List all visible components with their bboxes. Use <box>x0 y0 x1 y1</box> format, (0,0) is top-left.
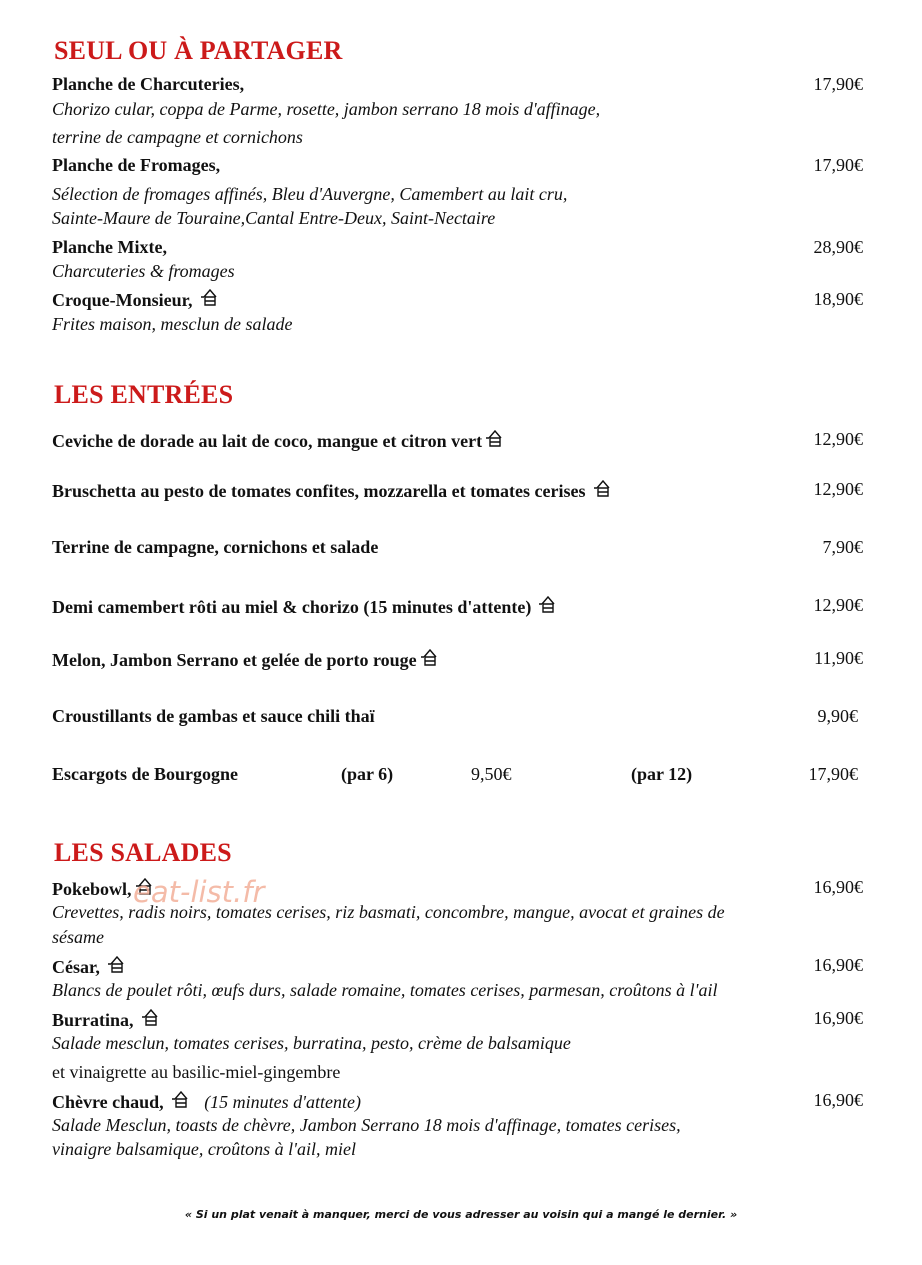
fait-maison-icon <box>484 429 506 449</box>
entree-row <box>52 429 506 452</box>
item-price-croque: 18,90€ <box>813 289 863 309</box>
item-desc-chevre-2: vinaigre balsamique, croûtons à l'ail, miel <box>52 1139 356 1159</box>
entree-price: 12,90€ <box>813 595 863 615</box>
section-title-seul: SEUL OU À PARTAGER <box>54 36 343 65</box>
item-price-fromages: 17,90€ <box>813 155 863 175</box>
watermark: eat-list.fr <box>133 875 265 909</box>
item-cesar <box>52 955 128 978</box>
escargots-price-6: 9,50€ <box>471 764 512 784</box>
item-desc-croque-1: Frites maison, mesclun de salade <box>52 314 293 334</box>
item-croque <box>52 288 221 311</box>
fait-maison-icon <box>537 595 559 615</box>
item-name-croque: Croque-Monsieur, <box>52 290 193 310</box>
entree-row <box>52 648 441 671</box>
item-burratina <box>52 1008 162 1031</box>
entree-row <box>52 595 559 618</box>
item-desc-fromages-2: Sainte-Maure de Touraine,Cantal Entre-Deux, Saint-Nectaire <box>52 208 496 228</box>
item-desc-burratina-2: et vinaigrette au basilic-miel-gingembre <box>52 1062 341 1082</box>
fait-maison-icon <box>140 1008 162 1028</box>
entree-price: 11,90€ <box>814 648 863 668</box>
entree-name: Croustillants de gambas et sauce chili thaï <box>52 706 375 726</box>
item-price-chevre: 16,90€ <box>813 1090 863 1110</box>
item-name-chevre: Chèvre chaud, <box>52 1092 164 1112</box>
item-desc-cesar-1: Blancs de poulet rôti, œufs durs, salade romaine, tomates cerises, parmesan, croûtons à l'ail <box>52 980 718 1000</box>
fait-maison-icon <box>199 288 221 308</box>
item-desc-charcuteries-1: Chorizo cular, coppa de Parme, rosette, jambon serrano 18 mois d'affinage, <box>52 99 601 119</box>
item-desc-fromages-1: Sélection de fromages affinés, Bleu d'Auvergne, Camembert au lait cru, <box>52 184 568 204</box>
entree-price: 9,90€ <box>817 706 858 726</box>
entree-row <box>52 479 614 502</box>
item-wait-chevre: (15 minutes d'attente) <box>204 1092 362 1112</box>
fait-maison-icon <box>592 479 614 499</box>
entree-price: 12,90€ <box>813 429 863 449</box>
item-name-burratina: Burratina, <box>52 1010 134 1030</box>
item-desc-chevre-1: Salade Mesclun, toasts de chèvre, Jambon Serrano 18 mois d'affinage, tomates cerises, <box>52 1115 681 1135</box>
footer-note: « Si un plat venait à manquer, merci de vous adresser au voisin qui a mangé le dernier. » <box>184 1208 738 1221</box>
item-name-mixte: Planche Mixte, <box>52 237 167 257</box>
entree-name: Demi camembert rôti au miel & chorizo (15 minutes d'attente) <box>52 597 532 617</box>
item-desc-pokebowl-2: sésame <box>52 927 104 947</box>
fait-maison-icon <box>419 648 441 668</box>
entree-price: 12,90€ <box>813 479 863 499</box>
item-desc-burratina-1: Salade mesclun, tomates cerises, burratina, pesto, crème de balsamique <box>52 1033 571 1053</box>
entree-name: Ceviche de dorade au lait de coco, mangue et citron vert <box>52 431 483 451</box>
item-name-fromages: Planche de Fromages, <box>52 155 221 175</box>
entree-name: Terrine de campagne, cornichons et salade <box>52 537 379 557</box>
escargots-qty-12: (par 12) <box>631 764 693 784</box>
item-desc-mixte-1: Charcuteries & fromages <box>52 261 235 281</box>
entree-name: Melon, Jambon Serrano et gelée de porto rouge <box>52 650 417 670</box>
escargots-name: Escargots de Bourgogne <box>52 764 238 784</box>
section-title-salades: LES SALADES <box>54 838 232 867</box>
item-price-cesar: 16,90€ <box>813 955 863 975</box>
item-name-pokebowl: Pokebowl, <box>52 879 132 899</box>
entree-name: Bruschetta au pesto de tomates confites, mozzarella et tomates cerises <box>52 481 586 501</box>
fait-maison-icon <box>106 955 128 975</box>
escargots-price-12: 17,90€ <box>808 764 858 784</box>
item-price-pokebowl: 16,90€ <box>813 877 863 897</box>
item-name-charcuteries: Planche de Charcuteries, <box>52 74 245 94</box>
entree-price: 7,90€ <box>822 537 863 557</box>
item-desc-pokebowl-1: Crevettes, radis noirs, tomates cerises, riz basmati, concombre, mangue, avocat et graines de <box>52 902 725 922</box>
item-chevre <box>52 1090 361 1113</box>
item-desc-charcuteries-2: terrine de campagne et cornichons <box>52 127 303 147</box>
fait-maison-icon <box>170 1090 192 1110</box>
section-title-entrees: LES ENTRÉES <box>54 380 234 409</box>
item-name-cesar: César, <box>52 957 100 977</box>
escargots-qty-6: (par 6) <box>341 764 394 784</box>
item-price-burratina: 16,90€ <box>813 1008 863 1028</box>
item-price-mixte: 28,90€ <box>813 237 863 257</box>
item-price-charcuteries: 17,90€ <box>813 74 863 94</box>
